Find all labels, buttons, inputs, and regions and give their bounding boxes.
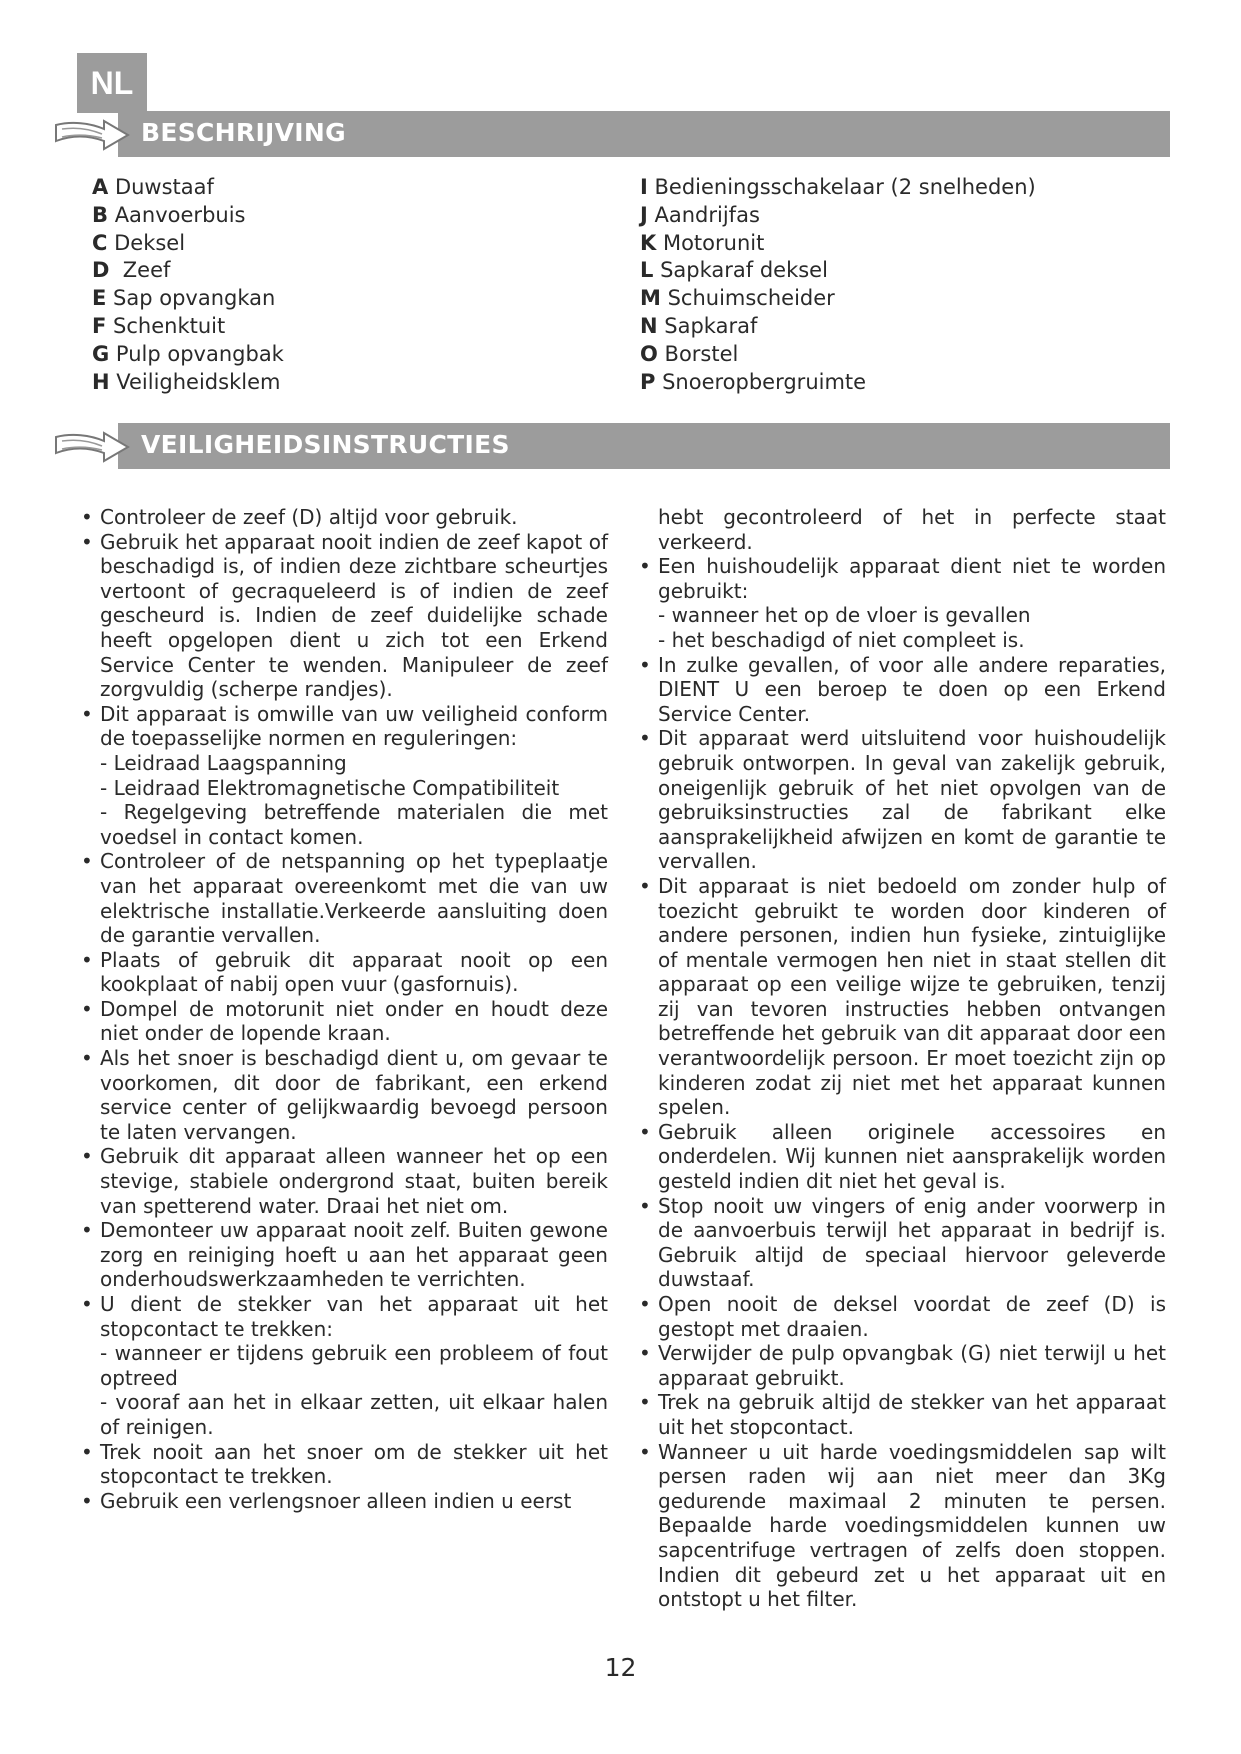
part-letter: L xyxy=(640,258,654,283)
safety-title: VEILIGHEIDSINSTRUCTIES xyxy=(141,430,510,459)
safety-bullet: • Dit apparaat werd uitsluitend voor huishoudelijk gebruik ontworpen. In geval van zakelijk gebruik, oneigenlijk gebruik of het niet opvolgen van de gebruiksinstructies zal de fabrikant elke aansprakelijkheid afwijzen en komt de garantie te vervallen. xyxy=(636,726,1166,874)
safety-bullet: • Controleer de zeef (D) altijd voor gebruik. xyxy=(78,505,608,530)
part-letter: A xyxy=(92,175,109,199)
part-item xyxy=(640,257,1036,285)
safety-text: - Leidraad Laagspanning xyxy=(100,750,347,775)
part-item xyxy=(92,285,284,313)
safety-bullet: • Als het snoer is beschadigd dient u, om gevaar te voorkomen, dit door de fabrikant, een erkend service center of gelijkwaardig bevoegd persoon te laten vervangen. xyxy=(78,1046,608,1144)
safety-bullet: • Gebruik dit apparaat alleen wanneer het op een stevige, stabiele ondergrond staat, buiten bereik van spetterend water. Draai het niet om. xyxy=(78,1144,608,1218)
part-letter: F xyxy=(92,313,107,338)
safety-bullet: • Wanneer u uit harde voedingsmiddelen sap wilt persen raden wij aan niet meer dan 3Kg gedurende maximaal 2 minuten te persen. Bepaalde harde voedingsmiddelen kunnen uw sapcentrifuge vertragen of zelfs doen stoppen. Indien dit gebeurd zet u het apparaat uit en ontstopt u het filter. xyxy=(636,1440,1166,1612)
part-letter: D xyxy=(92,258,110,283)
safety-bullet: • Een huishoudelijk apparaat dient niet te worden gebruikt: xyxy=(636,554,1166,603)
part-item xyxy=(640,202,1036,230)
part-letter: N xyxy=(640,313,658,338)
safety-bullet: • Dit apparaat is niet bedoeld om zonder hulp of toezicht gebruikt te worden door kinderen of andere personen, indien hun fysieke, zintuiglijke of mentale vermogen hen niet in staat stellen dit apparaat op een veilige wijze te gebruiken, tenzij zij van tevoren instructies hebben ontvangen betreffende het gebruik van dit apparaat door een verantwoordelijk persoon. Er moet toezicht zijn op kinderen zodat zij niet met het apparaat kunnen spelen. xyxy=(636,874,1166,1120)
part-item xyxy=(640,341,1036,369)
safety-bullet: • Gebruik een verlengsnoer alleen indien u eerst xyxy=(78,1489,608,1514)
part-letter: O xyxy=(640,341,658,366)
part-item xyxy=(640,230,1036,258)
part-item xyxy=(640,285,1036,313)
part-label: Sapkaraf xyxy=(657,313,758,338)
safety-text: - het beschadigd of niet compleet is. xyxy=(658,627,1025,652)
part-label: Snoeropbergruimte xyxy=(655,369,867,394)
part-label: Deksel xyxy=(107,230,186,255)
part-letter: G xyxy=(92,341,110,366)
safety-bullet: • Stop nooit uw vingers of enig ander voorwerp in de aanvoerbuis terwijl het apparaat in bedrijf is. Gebruik altijd de speciaal hiervoor geleverde duwstaaf. xyxy=(636,1194,1166,1292)
safety-text: - Leidraad Elektromagnetische Compatibiliteit xyxy=(100,775,560,800)
safety-bullet: • Gebruik alleen originele accessoires en onderdelen. Wij kunnen niet aansprakelijk worden gesteld indien dit niet het geval is. xyxy=(636,1120,1166,1194)
language-tab: NL xyxy=(77,53,147,113)
part-label: Aanvoerbuis xyxy=(108,202,246,227)
arrow-icon xyxy=(52,427,132,467)
part-label: Borstel xyxy=(657,341,739,366)
part-item xyxy=(92,230,284,258)
safety-bullet: • Plaats of gebruik dit apparaat nooit op een kookplaat of nabij open vuur (gasfornuis). xyxy=(78,948,608,997)
part-item xyxy=(92,341,284,369)
safety-bullet: • Trek na gebruik altijd de stekker van het apparaat uit het stopcontact. xyxy=(636,1390,1166,1439)
safety-bullet: • Demonteer uw apparaat nooit zelf. Buiten gewone zorg en reiniging hoeft u aan het apparaat geen onderhoudswerkzaamheden te verrichten. xyxy=(78,1218,608,1292)
part-letter: E xyxy=(92,286,107,311)
part-item xyxy=(640,369,1036,397)
part-item xyxy=(92,202,284,230)
part-letter: K xyxy=(640,230,657,255)
part-label: Bedieningsschakelaar (2 snelheden) xyxy=(647,175,1036,199)
safety-bullet: • In zulke gevallen, of voor alle andere reparaties, DIENT U een beroep te doen op een Erkend Service Center. xyxy=(636,653,1166,727)
safety-text: - Regelgeving betreffende materialen die met voedsel in contact komen. xyxy=(100,800,608,849)
safety-column-left xyxy=(78,505,608,1513)
safety-bullet: • Trek nooit aan het snoer om de stekker uit het stopcontact te trekken. xyxy=(78,1440,608,1489)
safety-text: - vooraf aan het in elkaar zetten, uit elkaar halen of reinigen. xyxy=(100,1390,608,1439)
safety-bullet: • Verwijder de pulp opvangbak (G) niet terwijl u het apparaat gebruikt. xyxy=(636,1341,1166,1390)
part-label: Schuimscheider xyxy=(660,286,835,311)
part-item xyxy=(640,174,1036,202)
part-letter: M xyxy=(640,286,661,311)
part-letter: H xyxy=(92,369,110,394)
safety-bullet: • Dompel de motorunit niet onder en houdt deze niet onder de lopende kraan. xyxy=(78,997,608,1046)
description-title: BESCHRIJVING xyxy=(141,118,346,147)
safety-bullet: • Gebruik het apparaat nooit indien de zeef kapot of beschadigd is, of indien deze zichtbare scheurtjes vertoont of gecraqueleerd is of indien de zeef gescheurd is. Indien de zeef duidelijke schade heeft opgelopen dient u zich tot een Erkend Service Center te wenden. Manipuleer de zeef zorgvuldig (scherpe randjes). xyxy=(78,530,608,702)
part-label: Veiligheidsklem xyxy=(109,369,281,394)
safety-bullet: • Controleer of de netspanning op het typeplaatje van het apparaat overeenkomt met die van uw elektrische installatie.Verkeerde aansluiting doen de garantie vervallen. xyxy=(78,849,608,947)
part-item xyxy=(92,257,284,285)
part-label: Schenktuit xyxy=(106,313,226,338)
safety-bullet: • Dit apparaat is omwille van uw veiligheid conform de toepasselijke normen en reguleringen: xyxy=(78,702,608,751)
safety-bullet: • Open nooit de deksel voordat de zeef (D) is gestopt met draaien. xyxy=(636,1292,1166,1341)
part-letter: C xyxy=(92,230,108,255)
page-number: 12 xyxy=(604,1653,637,1682)
safety-text: - wanneer het op de vloer is gevallen xyxy=(658,603,1031,628)
parts-list-right xyxy=(640,174,1036,396)
part-label: Motorunit xyxy=(656,230,765,255)
arrow-icon xyxy=(52,115,132,155)
part-letter: I xyxy=(640,175,648,199)
safety-text: hebt gecontroleerd of het in perfecte staat verkeerd. xyxy=(658,505,1166,554)
safety-bullet: • U dient de stekker van het apparaat uit het stopcontact te trekken: xyxy=(78,1292,608,1341)
part-label: Pulp opvangbak xyxy=(109,341,284,366)
part-item xyxy=(92,313,284,341)
parts-list-left xyxy=(92,174,284,396)
safety-text: - wanneer er tijdens gebruik een probleem of fout optreed xyxy=(100,1341,608,1390)
part-label: Sap opvangkan xyxy=(106,286,276,311)
part-letter: B xyxy=(92,202,109,227)
part-item xyxy=(92,174,284,202)
part-label: Aandrijfas xyxy=(647,202,760,227)
part-item xyxy=(92,369,284,397)
part-label: Duwstaaf xyxy=(108,175,214,199)
part-letter: J xyxy=(640,202,648,227)
part-item xyxy=(640,313,1036,341)
part-label: Sapkaraf deksel xyxy=(653,258,828,283)
safety-column-right xyxy=(636,505,1166,1612)
part-letter: P xyxy=(640,369,656,394)
part-label: Zeef xyxy=(109,258,171,283)
